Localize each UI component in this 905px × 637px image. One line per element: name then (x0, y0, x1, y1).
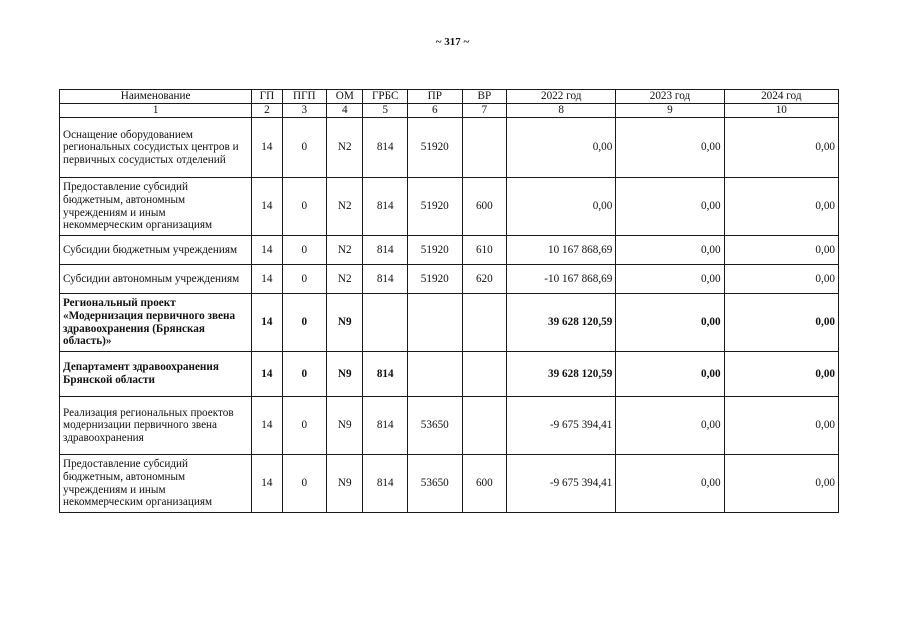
table-row (60, 294, 839, 352)
table-cell: -10 167 868,69 (507, 265, 616, 294)
table-cell: 0,00 (616, 294, 724, 352)
table-cell: 0,00 (724, 455, 838, 513)
table-row (60, 118, 839, 178)
table-cell: 0 (282, 294, 327, 352)
table-cell: 0,00 (616, 118, 724, 178)
table-cell: 814 (363, 178, 408, 236)
table-cell: 10 167 868,69 (507, 236, 616, 265)
table-cell: 0 (282, 118, 327, 178)
table-cell: N9 (327, 352, 363, 397)
table-cell: N2 (327, 118, 363, 178)
column-number: 3 (282, 104, 327, 118)
table-cell: 0,00 (724, 397, 838, 455)
page-number: ~ 317 ~ (435, 36, 470, 48)
table-cell: 0,00 (616, 236, 724, 265)
row-name-cell: Региональный проект «Модернизация первичного звена здравоохранения (Брянская область)» (60, 294, 252, 352)
table-cell: -9 675 394,41 (507, 397, 616, 455)
table-cell: 51920 (407, 236, 462, 265)
table-cell: 51920 (407, 265, 462, 294)
table-row (60, 397, 839, 455)
table-cell: N2 (327, 236, 363, 265)
row-name-cell: Департамент здравоохранения Брянской области (60, 352, 252, 397)
table-row (60, 178, 839, 236)
table-cell: 0 (282, 265, 327, 294)
column-number: 5 (363, 104, 408, 118)
table-cell: 14 (252, 397, 282, 455)
table-cell (363, 294, 408, 352)
table-cell: 0 (282, 178, 327, 236)
column-header: ГП (252, 90, 282, 104)
table-cell: 814 (363, 397, 408, 455)
table-cell: 600 (462, 178, 507, 236)
table-cell: 14 (252, 118, 282, 178)
table-cell: 0,00 (616, 455, 724, 513)
table-cell: 51920 (407, 118, 462, 178)
column-header: ПР (407, 90, 462, 104)
table-cell: 0 (282, 236, 327, 265)
table-cell: 51920 (407, 178, 462, 236)
table-cell: 0,00 (616, 178, 724, 236)
table-cell: 0,00 (507, 178, 616, 236)
table-cell: 0,00 (616, 265, 724, 294)
table-cell: 0,00 (724, 352, 838, 397)
table-cell (407, 294, 462, 352)
table-cell: 14 (252, 265, 282, 294)
column-header: ПГП (282, 90, 327, 104)
column-header: 2024 год (724, 90, 838, 104)
row-name-cell: Реализация региональных проектов модернизации первичного звена здравоохранения (60, 397, 252, 455)
table-cell: 39 628 120,59 (507, 294, 616, 352)
table-cell (462, 397, 507, 455)
table-cell: 0,00 (507, 118, 616, 178)
row-name-cell: Предоставление субсидий бюджетным, автономным учреждениям и иным некоммерческим организациям (60, 455, 252, 513)
table-cell: 0 (282, 455, 327, 513)
table-cell: 0,00 (724, 265, 838, 294)
column-header: ОМ (327, 90, 363, 104)
table-cell: 0,00 (724, 178, 838, 236)
table-cell: 14 (252, 352, 282, 397)
table-cell: 610 (462, 236, 507, 265)
header-row (60, 90, 839, 104)
column-number-row (60, 104, 839, 118)
table-cell: N9 (327, 294, 363, 352)
table-row (60, 236, 839, 265)
column-number: 9 (616, 104, 724, 118)
row-name-cell: Предоставление субсидий бюджетным, автономным учреждениям и иным некоммерческим организациям (60, 178, 252, 236)
table-cell: 620 (462, 265, 507, 294)
table-cell: 39 628 120,59 (507, 352, 616, 397)
column-header: ВР (462, 90, 507, 104)
column-header: ГРБС (363, 90, 408, 104)
table-cell: 814 (363, 265, 408, 294)
table-cell: 14 (252, 455, 282, 513)
table-cell: 0 (282, 397, 327, 455)
column-number: 8 (507, 104, 616, 118)
row-name-cell: Оснащение оборудованием региональных сосудистых центров и первичных сосудистых отделений (60, 118, 252, 178)
table-cell: 0,00 (724, 118, 838, 178)
table-cell: 0,00 (616, 397, 724, 455)
table-cell: 0,00 (724, 294, 838, 352)
budget-table (59, 89, 839, 513)
column-number: 4 (327, 104, 363, 118)
table-cell: 14 (252, 236, 282, 265)
row-name-cell: Субсидии автономным учреждениям (60, 265, 252, 294)
table-cell: 0,00 (724, 236, 838, 265)
table-cell (462, 118, 507, 178)
table-cell: N2 (327, 265, 363, 294)
table-cell: 14 (252, 294, 282, 352)
table-cell: 814 (363, 118, 408, 178)
row-name-cell: Субсидии бюджетным учреждениям (60, 236, 252, 265)
table-cell (462, 352, 507, 397)
column-number: 1 (60, 104, 252, 118)
table-cell: 0 (282, 352, 327, 397)
column-number: 6 (407, 104, 462, 118)
table-cell (462, 294, 507, 352)
table-cell: 53650 (407, 397, 462, 455)
table-cell: 53650 (407, 455, 462, 513)
column-number: 2 (252, 104, 282, 118)
table-cell: N9 (327, 455, 363, 513)
column-number: 10 (724, 104, 838, 118)
table-row (60, 352, 839, 397)
table-cell: 814 (363, 352, 408, 397)
table-cell: 814 (363, 455, 408, 513)
table-row (60, 265, 839, 294)
column-header: 2023 год (616, 90, 724, 104)
table-cell: 0,00 (616, 352, 724, 397)
table-row (60, 455, 839, 513)
table-cell (407, 352, 462, 397)
column-header: Наименование (60, 90, 252, 104)
column-number: 7 (462, 104, 507, 118)
table-cell: 14 (252, 178, 282, 236)
table-cell: 814 (363, 236, 408, 265)
table-cell: 600 (462, 455, 507, 513)
table-cell: N2 (327, 178, 363, 236)
table-cell: N9 (327, 397, 363, 455)
table-body (60, 118, 839, 513)
column-header: 2022 год (507, 90, 616, 104)
table-cell: -9 675 394,41 (507, 455, 616, 513)
